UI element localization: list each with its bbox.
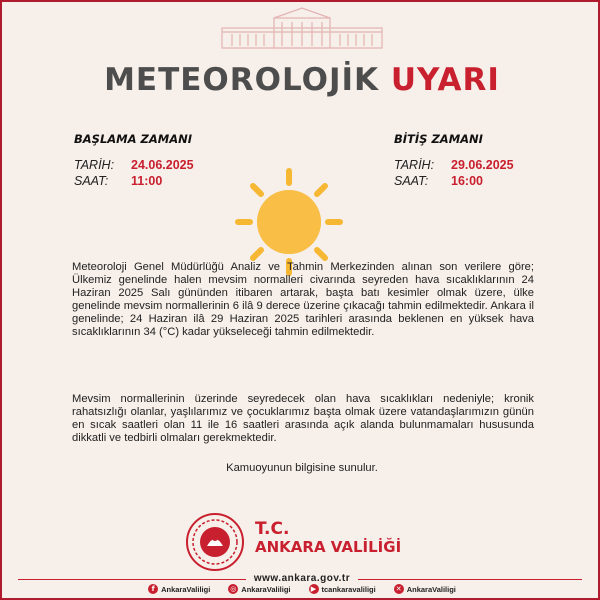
body-paragraph-1: Meteoroloji Genel Müdürlüğü Analiz ve Tahmin Merkezinden alınan son verilere göre; Ülkemiz genelinde halen mevsim normalleri civarında seyreden hava sıcaklıklarının 24 Haziran 2025 Salı gününden itibaren artarak, başta batı kesimler olmak üzere, ülke genelinde mevsim normallerinin 6 ilâ 9 derece üzerine çıkacağı tahmin edilmektedir. Ankara il genelinde; 24 Haziran ilâ 29 Haziran 2025 tarihleri arasında beklenen en yüksek hava sıcaklıklarının 34 (°C) kadar yükseleceği tahmin edilmektedir. [72, 261, 534, 338]
x-icon: ✕ [394, 584, 404, 594]
social-x[interactable] [394, 584, 456, 594]
start-heading: BAŞLAMA ZAMANI [74, 132, 193, 146]
social-instagram-label: AnkaraValiligi [241, 584, 291, 594]
org-line2: ANKARA VALİLİĞİ [255, 538, 402, 556]
instagram-icon: ◎ [230, 585, 237, 593]
social-facebook-label: AnkaraValiligi [161, 584, 211, 594]
start-time-label: SAAT: [74, 174, 109, 188]
start-time-value: 11:00 [131, 174, 163, 188]
closing-text: Kamuoyunun bilgisine sunulur. [226, 462, 378, 474]
page-title [2, 62, 600, 98]
end-date-row [394, 158, 514, 172]
end-time-row [394, 174, 483, 188]
body-paragraph-2: Mevsim normallerinin üzerinde seyredecek olan hava sıcaklıkları nedeniyle; kronik rahatsızlığı olanlar, yaşlılarımız ve çocuklarımız başta olmak üzere vatandaşlarımızın günün en sıcak saatleri olan 11 ile 16 saatleri arasında açık alanda bulunmamaları hususunda dikkatli ve tedbirli olmaları gerekmektedir. [72, 393, 534, 444]
social-instagram[interactable] [228, 584, 290, 594]
social-links [2, 584, 600, 594]
end-time-label: SAAT: [394, 174, 429, 188]
org-line1: T.C. [255, 519, 290, 539]
website-link[interactable]: www.ankara.gov.tr [246, 573, 358, 584]
end-heading: BİTİŞ ZAMANI [394, 132, 483, 146]
social-youtube-label: tcankaravaliligi [321, 584, 376, 594]
end-date-value: 29.06.2025 [451, 158, 514, 172]
facebook-icon: f [148, 584, 158, 594]
ankara-valiligi-emblem [185, 512, 245, 572]
end-time-value: 16:00 [451, 174, 483, 188]
start-date-value: 24.06.2025 [131, 158, 194, 172]
title-part2: UYARI [390, 62, 500, 98]
title-part1: METEOROLOJİK [104, 62, 380, 98]
building-icon [214, 6, 390, 50]
start-time-row [74, 174, 162, 188]
social-facebook[interactable] [148, 584, 210, 594]
organization-name [255, 520, 401, 556]
youtube-icon: ▶ [309, 584, 319, 594]
start-date-label: TARİH: [74, 158, 115, 172]
social-youtube[interactable] [309, 584, 376, 594]
end-date-label: TARİH: [394, 158, 435, 172]
start-date-row [74, 158, 194, 172]
social-x-label: AnkaraValiligi [406, 584, 456, 594]
